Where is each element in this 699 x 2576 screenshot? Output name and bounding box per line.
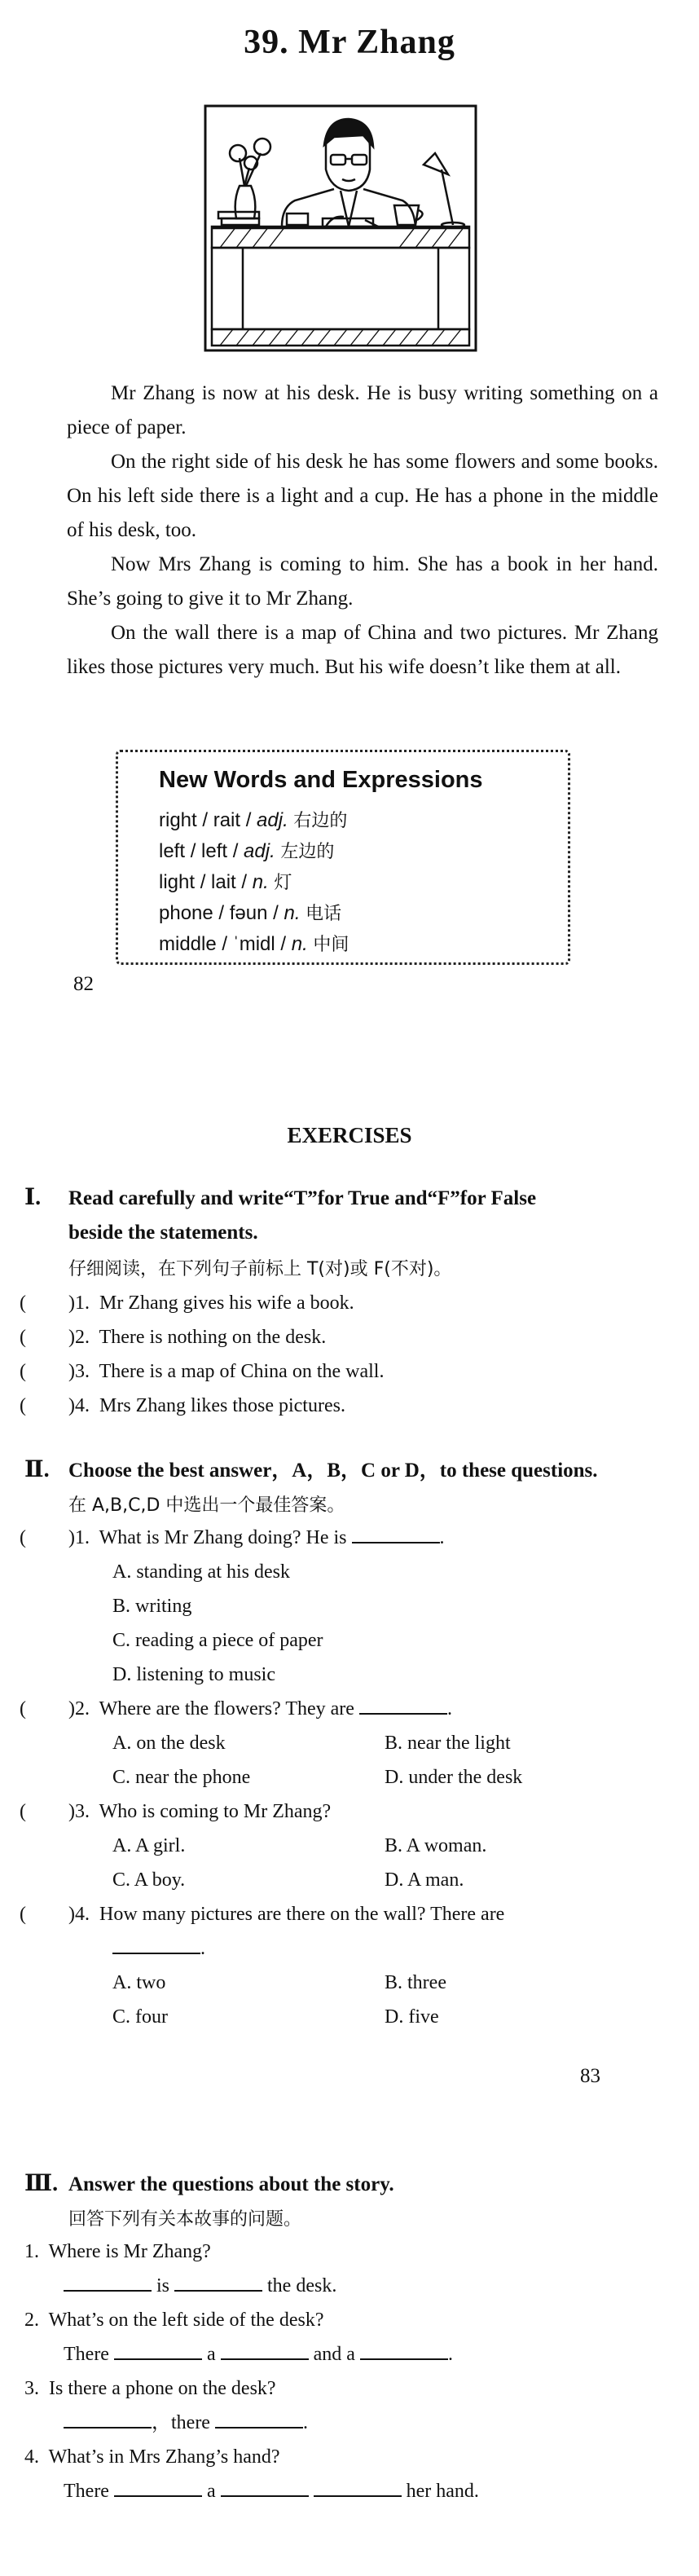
story-paragraph: Now Mrs Zhang is coming to him. She has a book in her hand. She’s going to give it to Mr Zhang. <box>67 553 658 610</box>
vocab-meaning: 中间 <box>313 935 350 955</box>
mc-option: A. standing at his desk <box>112 1561 290 1583</box>
vocab-word: phone <box>159 902 213 924</box>
vocab-meaning: 左边的 <box>280 842 335 862</box>
lesson-title: 39. Mr Zhang <box>244 24 455 61</box>
vocab-phonetic: / rait / <box>202 809 252 831</box>
vocab-pos: n. <box>284 902 301 924</box>
vocab-meaning: 灯 <box>274 873 292 893</box>
answer-blank[interactable] <box>215 2411 303 2428</box>
vocab-meaning: 右边的 <box>293 811 348 831</box>
answer-line: There a and a . <box>64 2344 453 2365</box>
section-1-heading-cont: beside the statements. <box>68 1222 258 1244</box>
mc-option: A. two <box>112 1972 166 1993</box>
answer-blank[interactable] <box>114 2479 202 2497</box>
mc-question-cont: . <box>112 1931 205 1966</box>
answer-blank[interactable] <box>359 1697 447 1715</box>
section-1-number: Ⅰ. <box>24 1185 42 1210</box>
section-2-number: Ⅱ. <box>24 1457 50 1482</box>
mc-question: ( )1. What is Mr Zhang doing? He is . <box>20 1527 445 1548</box>
section-1-heading: Read carefully and write“T”for True and“F”for False <box>68 1187 537 1209</box>
vocab-word: light <box>159 871 196 893</box>
story-paragraph: On the wall there is a map of China and two pictures. Mr Zhang likes those pictures very much. But his wife doesn’t like them at all. <box>67 622 658 678</box>
page-number: 83 <box>580 2065 600 2087</box>
mc-option: D. five <box>385 2006 439 2028</box>
answer-blank[interactable] <box>114 2342 202 2360</box>
section-3-instruction-cn: 回答下列有关本故事的问题。 <box>68 2209 302 2230</box>
mc-option: A. A girl. <box>112 1835 186 1856</box>
tf-item: ( )2. There is nothing on the desk. <box>20 1327 327 1348</box>
vocab-pos: n. <box>252 871 269 893</box>
vocab-meaning: 电话 <box>306 904 342 924</box>
mc-option: D. under the desk <box>385 1767 523 1788</box>
answer-blank[interactable] <box>360 2342 448 2360</box>
vocab-phonetic: / ˈmidl / <box>222 933 287 955</box>
vocab-pos: n. <box>291 933 308 955</box>
answer-line: ，there . <box>64 2406 308 2440</box>
tf-statement: There is a map of China on the wall. <box>99 1361 385 1382</box>
tf-statement: Mr Zhang gives his wife a book. <box>99 1292 354 1314</box>
answer-blank[interactable] <box>64 2411 152 2428</box>
mc-option: C. near the phone <box>112 1767 251 1788</box>
exercises-title: EXERCISES <box>287 1123 412 1147</box>
story-paragraph: Mr Zhang is now at his desk. He is busy writing something on a piece of paper. <box>67 382 658 438</box>
vocab-pos: adj. <box>257 809 288 831</box>
mc-question: ( )4. How many pictures are there on the wall? There are <box>20 1904 505 1925</box>
question: 3. Is there a phone on the desk? <box>24 2378 276 2399</box>
page-number: 82 <box>73 973 94 995</box>
tf-statement: There is nothing on the desk. <box>99 1327 327 1348</box>
answer-blank[interactable] <box>314 2479 402 2497</box>
mc-question: ( )3. Who is coming to Mr Zhang? <box>20 1801 332 1822</box>
answer-blank[interactable] <box>112 1936 200 1954</box>
section-3-number: Ⅲ. <box>24 2171 59 2196</box>
question: 4. What’s in Mrs Zhang’s hand? <box>24 2446 280 2468</box>
vocabulary-heading: New Words and Expressions <box>159 767 483 793</box>
vocab-entry <box>159 805 568 836</box>
tf-item: ( )1. Mr Zhang gives his wife a book. <box>20 1292 354 1314</box>
tf-statement: Mrs Zhang likes those pictures. <box>99 1395 345 1416</box>
story-text <box>67 376 658 685</box>
section-2-heading: Choose the best answer，A，B，C or D，to these questions. <box>68 1460 598 1482</box>
vocab-word: right <box>159 809 197 831</box>
vocab-phonetic: / lait / <box>200 871 248 893</box>
mc-option: A. on the desk <box>112 1733 226 1754</box>
vocab-phonetic: / left / <box>190 840 239 862</box>
vocab-entry <box>159 898 568 929</box>
mc-option: C. four <box>112 2006 168 2028</box>
vocabulary-box <box>116 750 570 965</box>
vocab-entry <box>159 867 568 898</box>
answer-blank[interactable] <box>352 1526 440 1543</box>
answer-blank[interactable] <box>174 2274 262 2292</box>
section-2-instruction-cn: 在 A,B,C,D 中选出一个最佳答案。 <box>68 1495 345 1516</box>
vocab-entry <box>159 929 568 960</box>
question: 1. Where is Mr Zhang? <box>24 2241 211 2262</box>
tf-item: ( )3. There is a map of China on the wall. <box>20 1361 385 1382</box>
vocab-pos: adj. <box>244 840 275 862</box>
mc-option: D. listening to music <box>112 1664 275 1685</box>
mc-option: B. three <box>385 1972 446 1993</box>
answer-blank[interactable] <box>221 2479 309 2497</box>
mc-option: C. reading a piece of paper <box>112 1630 323 1651</box>
vocab-word: left <box>159 840 186 862</box>
vocab-word: middle <box>159 933 217 955</box>
story-paragraph: On the right side of his desk he has some flowers and some books. On his left side there is a light and a cup. He has a phone in the middle of his desk, too. <box>67 451 658 541</box>
answer-line: There a her hand. <box>64 2481 479 2502</box>
answer-blank[interactable] <box>221 2342 309 2360</box>
mc-option: B. near the light <box>385 1733 511 1754</box>
tf-item: ( )4. Mrs Zhang likes those pictures. <box>20 1395 345 1416</box>
answer-line: is the desk. <box>64 2269 336 2303</box>
section-3-heading: Answer the questions about the story. <box>68 2173 394 2195</box>
vocab-entry <box>159 836 568 867</box>
mc-option: B. writing <box>112 1596 192 1617</box>
mc-question: ( )2. Where are the flowers? They are . <box>20 1698 452 1720</box>
section-1-instruction-cn: 仔细阅读，在下列句子前标上 T(对)或 F(不对)。 <box>68 1259 452 1279</box>
mc-option: D. A man. <box>385 1869 464 1891</box>
mr-zhang-illustration <box>204 104 477 352</box>
question: 2. What’s on the left side of the desk? <box>24 2310 324 2331</box>
vocab-phonetic: / fəun / <box>218 902 279 924</box>
mc-option: C. A boy. <box>112 1869 186 1891</box>
mc-option: B. A woman. <box>385 1835 487 1856</box>
answer-blank[interactable] <box>64 2274 152 2292</box>
